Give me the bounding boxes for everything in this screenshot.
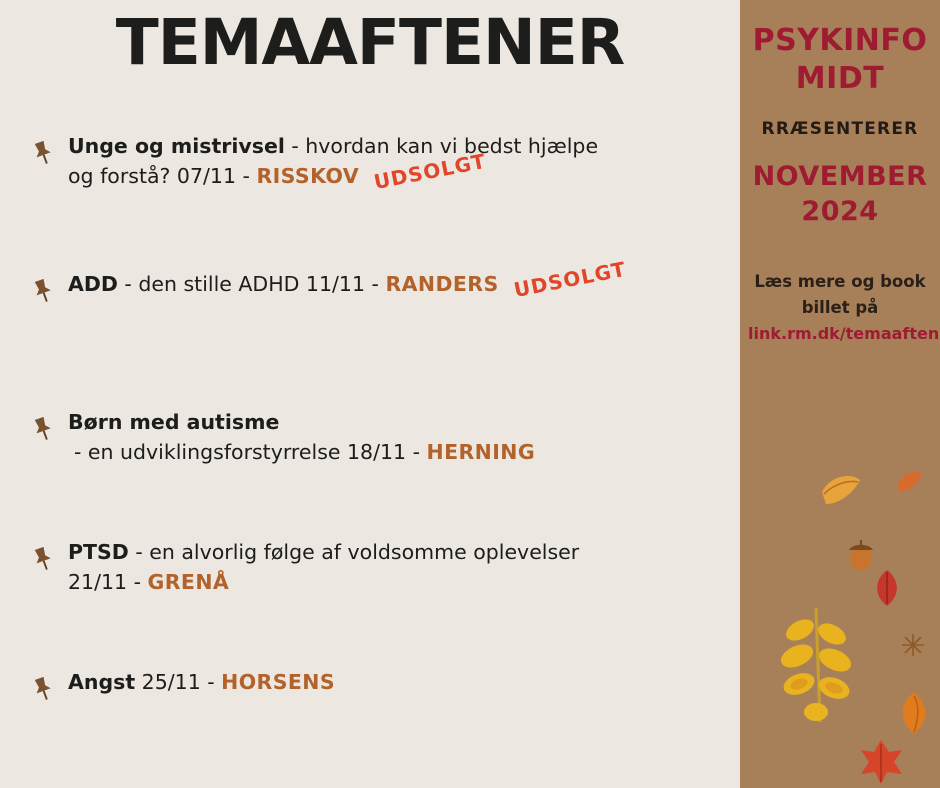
poster-sidebar — [740, 0, 940, 788]
status-badge: UDSOLGT — [371, 148, 489, 194]
list-item[interactable] — [0, 538, 740, 668]
leaf-icon — [770, 604, 862, 730]
list-item[interactable] — [0, 132, 740, 270]
list-item[interactable] — [0, 256, 740, 408]
list-item[interactable] — [0, 408, 740, 538]
booking-info — [740, 269, 940, 347]
pushpin-icon — [28, 138, 58, 168]
event-desc-cont: - en udviklingsforstyrrelse 18/11 - — [74, 439, 427, 464]
event-desc: 25/11 - — [135, 670, 222, 694]
event-city: RANDERS — [385, 272, 499, 296]
presents-label: RRÆSENTERER — [761, 119, 919, 139]
booking-line-2: billet på — [801, 297, 879, 317]
event-line-1 — [68, 668, 728, 698]
pushpin-icon — [28, 544, 58, 574]
event-line-2 — [68, 438, 728, 468]
brand-line-1: PSYKINFO — [752, 23, 928, 58]
event-title: Børn med autisme — [68, 410, 280, 434]
pushpin-icon — [28, 674, 58, 704]
event-line-1 — [68, 132, 728, 162]
leaf-icon — [818, 470, 864, 514]
page-title: TEMAAFTENER — [115, 6, 625, 79]
event-line-2 — [68, 568, 728, 598]
status-badge: UDSOLGT — [511, 256, 628, 303]
event-title: ADD — [68, 272, 118, 296]
event-city: HERNING — [426, 439, 536, 464]
event-city: GRENÅ — [147, 569, 230, 594]
event-title: Angst — [68, 670, 136, 694]
leaf-icon — [892, 690, 936, 740]
event-line-1 — [68, 408, 728, 438]
pushpin-icon — [28, 276, 58, 306]
seed-icon — [900, 632, 926, 662]
event-title: Unge og mistrivsel — [68, 134, 285, 158]
month-year — [740, 159, 940, 229]
leaf-icon — [856, 738, 906, 788]
pushpin-icon — [28, 414, 58, 444]
event-city: RISSKOV — [256, 163, 359, 188]
event-desc-cont: 21/11 - — [68, 569, 148, 594]
event-desc: - hvordan kan vi bedst hjælpe — [284, 134, 599, 158]
event-line-1 — [68, 538, 728, 568]
brand-line-2: MIDT — [795, 60, 885, 96]
event-line-2 — [68, 148, 728, 194]
event-list — [0, 132, 740, 748]
event-desc: - en alvorlig følge af voldsomme oplevelser — [128, 540, 580, 564]
event-desc: - den stille ADHD 11/11 - — [117, 272, 386, 296]
event-desc-cont: og forstå? 07/11 - — [68, 163, 257, 188]
month-label: NOVEMBER — [752, 161, 928, 192]
event-line-1 — [68, 256, 728, 303]
booking-link[interactable]: link.rm.dk/temaaften — [748, 324, 940, 344]
booking-line-1: Læs mere og book — [754, 272, 926, 292]
brand-name — [740, 22, 940, 97]
leaf-icon — [868, 568, 906, 612]
event-city: HORSENS — [221, 670, 336, 694]
event-title: PTSD — [68, 540, 129, 564]
list-item[interactable] — [0, 668, 740, 748]
leaf-icon — [896, 468, 924, 498]
year-label: 2024 — [801, 196, 879, 228]
